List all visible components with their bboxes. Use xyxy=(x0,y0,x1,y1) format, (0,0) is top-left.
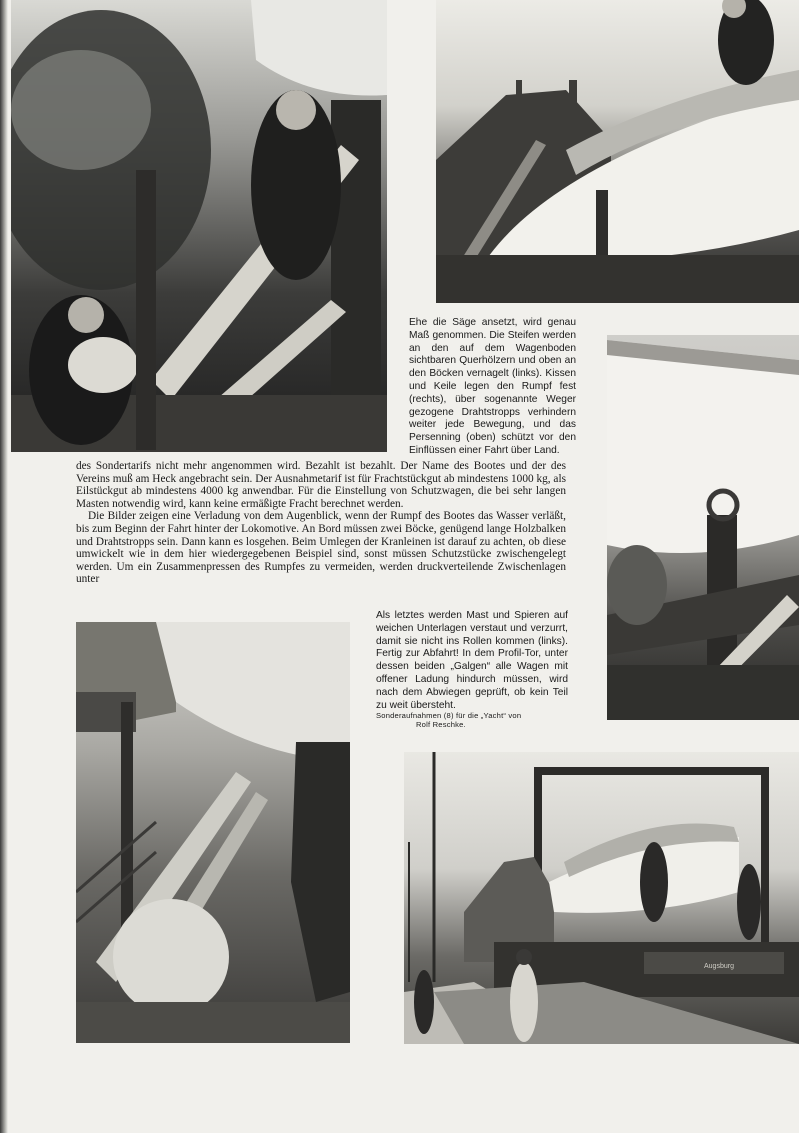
caption-top xyxy=(409,317,576,458)
photo-mast-stowed xyxy=(76,622,350,1043)
photo-credit xyxy=(376,711,572,729)
photo-credit-line-1: Sonderaufnahmen (8) für die „Yacht“ von xyxy=(376,711,522,720)
page-gutter-shadow xyxy=(0,0,8,1133)
photo-profile-gate xyxy=(404,752,799,1044)
caption-mid xyxy=(376,610,568,712)
body-text xyxy=(76,460,566,586)
wagon-label: Augsburg xyxy=(704,963,734,970)
photo-hull-wedges xyxy=(607,335,799,720)
photo-credit-line-2: Rolf Reschke. xyxy=(416,720,466,729)
caption-mid-text: Als letztes werden Mast und Spieren auf weichen Unterlagen verstaut und verzurrt, damit sie nicht ins Rollen kommen (links). Fertig zur Abfahrt! In dem Profil-Tor, unter dessen beiden „Galgen“ alle Wagen mit offener Ladung hindurch müssen, wird nach dem Abwiegen geprüft, ob kein Teil zu weit übersteht. xyxy=(376,610,568,711)
photo-tarpaulin-cover xyxy=(436,0,799,303)
body-paragraph-2: Die Bilder zeigen eine Verladung von dem Augenblick, wenn der Rumpf des Bootes das Wasser verläßt, bis zum Beginn der Fahrt hinter der Lokomotive. An Bord müssen zwei Böcke, genügend lange Holzbalken und Drahtstropps sein. Dann kann es losgehen. Beim Umlegen der Kranleinen ist darauf zu achten, ob diese umwickelt wie in dem hier wiedergegebenen Beispiel sind, sonst müssen Schutzstücke zwischengelegt werden. Um ein Zusammenpressen des Rumpfes zu vermeiden, werden druckverteilende Zwischenlagen unter xyxy=(76,510,566,586)
photo-measuring-trestle xyxy=(11,0,387,452)
body-paragraph-1: des Sondertarifs nicht mehr angenommen wird. Bezahlt ist bezahlt. Der Name des Bootes und der des Vereins muß am Heck angebracht sein. Der Ausnahmetarif ist für Frachtstückgut ab mindestens 1000 kg, als Eilstückgut ab mindestens 4000 kg anwendbar. Für die Einstellung von Schutzwagen, die bei sehr langen Masten notwendig wird, kann keine ermäßigte Fracht berechnet werden. xyxy=(76,460,566,510)
caption-top-text: Ehe die Säge ansetzt, wird genau Maß genommen. Die Steifen werden an den auf dem Wagenboden sichtbaren Querhölzern und oben an den Böcken vernagelt (links). Kissen und Keile legen den Rumpf fest (rechts), über sogenannte Weger gezogene Drahtstropps verhindern weiter jede Bewegung, und das Persenning (oben) schützt vor den Einflüssen einer Fahrt über Land. xyxy=(409,317,576,456)
